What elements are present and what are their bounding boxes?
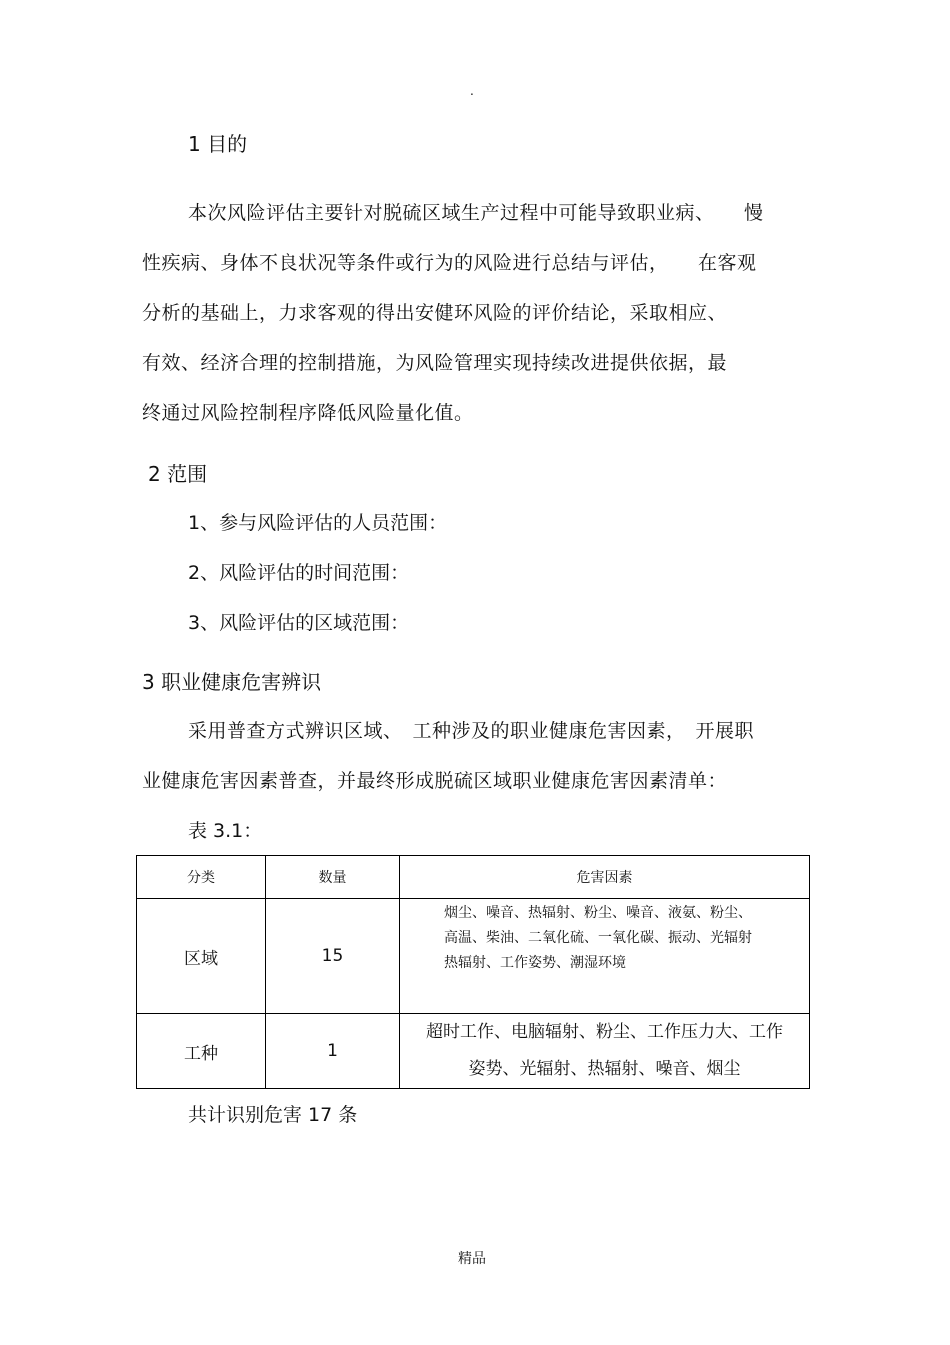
hazard-line: 高温、柴油、二氧化硫、一氧化碳、振动、光辐射	[444, 930, 752, 946]
row-category: 工种	[137, 1014, 266, 1089]
header-mark: .	[470, 84, 474, 98]
row-count: 1	[266, 1014, 400, 1089]
hazard-line: 超时工作、电脑辐射、粉尘、工作压力大、工作	[426, 1022, 783, 1042]
row-hazards	[400, 899, 810, 1014]
section1-line-5: 终通过风险控制程序降低风险量化值。	[142, 402, 474, 424]
table-header-row	[137, 856, 810, 899]
hazard-line: 热辐射、工作姿势、潮湿环境	[444, 955, 626, 971]
row-category: 区域	[137, 899, 266, 1014]
row-hazards	[400, 1014, 810, 1089]
table-caption: 表 3.1：	[188, 820, 263, 842]
header-category: 分类	[137, 856, 266, 899]
header-count: 数量	[266, 856, 400, 899]
scope-item-area: 3、风险评估的区域范围：	[188, 612, 410, 634]
section1-line-2: 性疾病、身体不良状况等条件或行为的风险进行总结与评估， 在客观	[142, 252, 757, 274]
scope-item-personnel: 1、参与风险评估的人员范围：	[188, 512, 448, 534]
section3-title: 3 职业健康危害辨识	[142, 670, 322, 694]
hazard-table	[136, 855, 810, 1089]
table-row	[137, 899, 810, 1014]
hazard-line: 姿势、光辐射、热辐射、噪音、烟尘	[468, 1059, 741, 1079]
header-hazards: 危害因素	[400, 856, 810, 899]
section1-title: 1 目的	[188, 132, 248, 156]
row-count: 15	[266, 899, 400, 1014]
scope-item-time: 2、风险评估的时间范围：	[188, 562, 410, 584]
section1-line-3: 分析的基础上，力求客观的得出安健环风险的评价结论，采取相应、	[142, 302, 728, 324]
hazard-line: 烟尘、噪音、热辐射、粉尘、噪音、液氨、粉尘、	[444, 905, 752, 921]
section3-line-2: 业健康危害因素普查，并最终形成脱硫区域职业健康危害因素清单：	[142, 770, 728, 792]
hazard-total: 共计识别危害 17 条	[188, 1104, 358, 1126]
section1-line-1: 本次风险评估主要针对脱硫区域生产过程中可能导致职业病、 慢	[188, 202, 764, 224]
section2-title: 2 范围	[148, 462, 208, 486]
footer-label: 精品	[458, 1251, 486, 1267]
table-row	[137, 1014, 810, 1089]
section1-line-4: 有效、经济合理的控制措施，为风险管理实现持续改进提供依据，最	[142, 352, 728, 374]
section3-line-1: 采用普查方式辨识区域、 工种涉及的职业健康危害因素， 开展职	[188, 720, 755, 742]
